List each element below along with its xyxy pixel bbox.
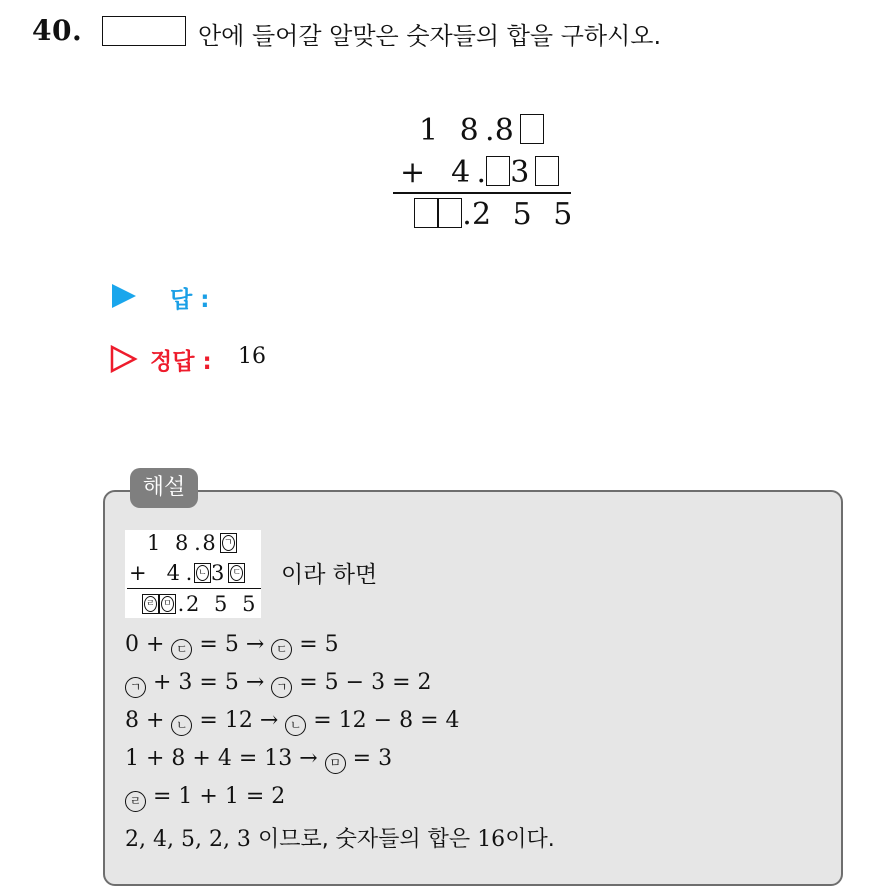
conclusion-text: 이므로, 숫자들의 합은 — [257, 827, 471, 852]
addition-row-1 — [419, 114, 544, 148]
mini-sum-line — [127, 588, 261, 589]
marker-g-box: ㄱ — [220, 533, 237, 553]
mini-result-row — [142, 593, 259, 616]
mini-row1-decimal: 8 — [202, 531, 220, 555]
eq-text: = 5 → — [192, 632, 272, 657]
mini-row-2 — [129, 562, 245, 585]
eq-text: 1 + 8 + 4 = 13 → — [125, 746, 325, 771]
explanation-line-2 — [125, 670, 432, 698]
answer-play-icon — [112, 284, 136, 308]
decimal-point: . — [177, 592, 185, 616]
blank-box — [520, 114, 544, 144]
blank-box — [535, 156, 559, 186]
eq-text: = 12 − 8 = 4 — [306, 708, 460, 733]
row2-integer-digit: 4 — [451, 155, 477, 190]
mini-row-1 — [147, 532, 237, 555]
decimal-point: . — [484, 113, 495, 148]
decimal-point: . — [476, 155, 486, 190]
addition-row-2 — [400, 156, 559, 190]
row1-digits: 1 8 — [419, 113, 485, 148]
eq-text: = 5 — [292, 632, 339, 657]
explanation-line-4 — [125, 746, 392, 774]
marker-r-circle: ㄹ — [125, 791, 146, 812]
explanation-intro-text: 이라 하면 — [281, 562, 378, 588]
sum-line — [393, 192, 571, 194]
answer-label: 답 : — [170, 287, 210, 313]
digit-list: 2, 4, 5, 2, 3 — [125, 827, 251, 852]
marker-n-circle: ㄴ — [285, 715, 306, 736]
eq-text: = 12 → — [192, 708, 286, 733]
mini-result-decimals: 2 5 5 — [186, 592, 260, 616]
result-decimal-digits: 2 5 5 — [472, 197, 579, 232]
correct-answer-label: 정답 : — [150, 349, 212, 375]
plus-sign: + — [400, 155, 432, 190]
eq-text: 0 + — [125, 632, 172, 657]
marker-d-circle: ㄷ — [171, 639, 192, 660]
marker-m-circle: ㅁ — [325, 753, 346, 774]
sum-value: 16 — [477, 827, 506, 852]
mini-row2-integer: 4 — [166, 561, 184, 585]
question-number: 40. — [32, 14, 83, 47]
decimal-point: . — [185, 561, 193, 585]
eq-text: + 3 = 5 → — [146, 670, 272, 695]
explanation-line-3 — [125, 708, 460, 736]
marker-d-circle: ㄷ — [271, 639, 292, 660]
explanation-line-1 — [125, 632, 339, 660]
mini-row2-middle: 3 — [210, 561, 229, 585]
correct-answer-value: 16 — [238, 344, 266, 369]
eq-text: = 5 − 3 = 2 — [292, 670, 432, 695]
marker-m-box: ㅁ — [159, 594, 176, 614]
addition-result-row — [414, 198, 578, 232]
marker-n-box: ㄴ — [194, 563, 211, 583]
marker-d-box: ㄷ — [228, 563, 245, 583]
decimal-point: . — [194, 531, 201, 555]
correct-play-outline-icon — [110, 345, 138, 373]
mini-row1-digits: 1 8 — [147, 531, 193, 555]
eq-text: 8 + — [125, 708, 172, 733]
marker-g-circle: ㄱ — [125, 677, 146, 698]
marker-r-box: ㄹ — [142, 594, 159, 614]
eq-text: = 1 + 1 = 2 — [146, 784, 286, 809]
explanation-conclusion — [125, 822, 555, 853]
marker-g-circle: ㄱ — [271, 677, 292, 698]
question-text: 안에 들어갈 알맞은 숫자들의 합을 구하시오. — [198, 22, 662, 50]
explanation-line-5 — [125, 784, 285, 812]
mini-plus-sign: + — [129, 561, 151, 585]
decimal-point: . — [462, 197, 472, 232]
marker-n-circle: ㄴ — [171, 715, 192, 736]
answer-blank-box — [102, 16, 186, 46]
explanation-tab-label: 해설 — [130, 468, 198, 508]
conclusion-end: 이다. — [505, 827, 555, 852]
blank-box — [438, 198, 462, 228]
eq-text: = 3 — [345, 746, 393, 771]
blank-box — [486, 156, 510, 186]
row2-middle-digit: 3 — [510, 155, 536, 190]
row1-decimal-digit: 8 — [494, 113, 520, 148]
blank-box — [414, 198, 438, 228]
